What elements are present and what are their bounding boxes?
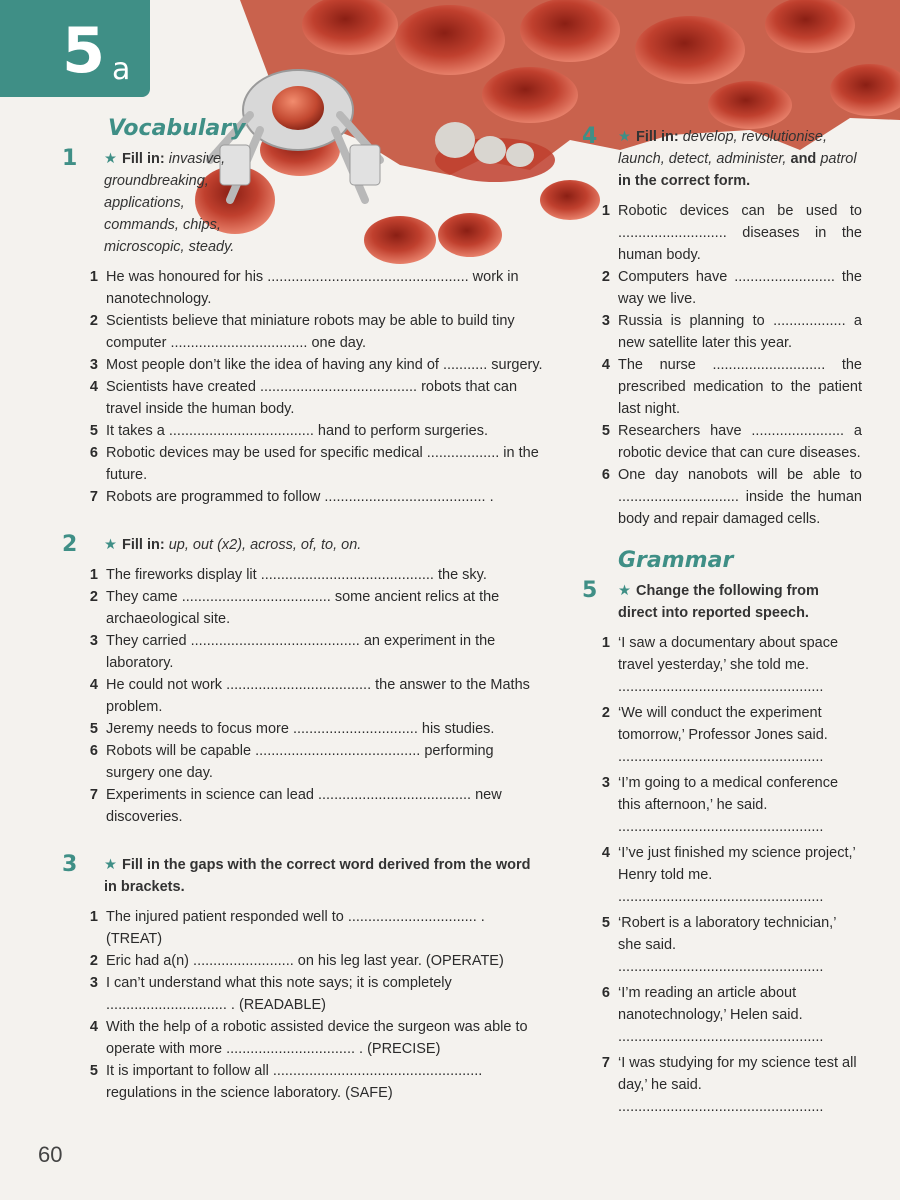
star-icon: ★ [104,151,117,167]
item-number: 5 [89,721,98,737]
exercise-instruction: ★ Change the following from direct into reported speech. [618,583,819,621]
item-number: 1 [601,203,610,219]
exercise-item [84,310,544,354]
exercise-item [84,950,544,972]
exercise-item [84,266,544,310]
item-text: ‘We will conduct the experiment tomorrow,’ Professor Jones said. [618,705,828,743]
unit-badge [0,0,150,97]
exercise-item [596,200,862,266]
exercise-4 [582,126,862,530]
item-text: One day nanobots will be able to .............................. inside the human body and repair damaged cells. [618,467,862,527]
exercise-number: 5 [582,578,598,603]
item-text: Robots will be capable ......................................... performing surgery one day. [106,743,494,781]
exercise-item [84,972,544,1016]
star-icon: ★ [104,537,117,553]
item-number: 2 [601,705,610,721]
item-number: 7 [601,1055,610,1071]
exercise-item [84,718,544,740]
exercise-number: 1 [62,146,78,171]
exercise-item [84,486,544,508]
exercise-item [84,906,544,950]
exercise-1 [62,148,544,508]
item-text: ‘I was studying for my science test all day,’ he said. [618,1055,857,1093]
item-number: 6 [89,445,98,461]
exercise-item [596,772,862,838]
item-text: Most people don’t like the idea of having any kind of ........... surgery. [106,357,543,373]
item-number: 7 [89,787,98,803]
item-text: The injured patient responded well to ................................ . (TREAT) [106,909,485,947]
grammar-heading: Grammar [618,548,734,573]
item-text: ‘I’m going to a medical conference this afternoon,’ he said. [618,775,839,813]
item-number: 1 [601,635,610,651]
left-column [62,118,544,1104]
exercise-item [596,912,862,978]
item-number: 6 [601,985,610,1001]
star-icon: ★ [618,129,631,145]
exercise-item [84,784,544,828]
item-number: 3 [89,975,98,991]
item-number: 1 [89,567,98,583]
exercise-item [596,310,862,354]
answer-line[interactable]: ................................................... [618,819,824,835]
item-number: 2 [89,953,98,969]
exercise-item [84,442,544,486]
item-text: Eric had a(n) ......................... on his leg last year. (OPERATE) [106,953,504,969]
item-number: 5 [89,423,98,439]
exercise-3-items [89,906,544,1104]
item-number: 3 [601,313,610,329]
exercise-2-items [89,564,544,828]
exercise-3 [62,854,544,1104]
item-text: ‘I’ve just finished my science project,’ Henry told me. [618,845,856,883]
exercise-number: 3 [62,852,78,877]
exercise-item [596,266,862,310]
exercise-5 [582,580,862,1118]
exercise-item [596,464,862,530]
item-number: 2 [89,589,98,605]
item-text: The fireworks display lit ........................................... the sky. [106,567,487,583]
star-icon: ★ [618,583,631,599]
exercise-instruction: ★ Fill in: develop, revolutionise, launch, detect, administer, and patrol in the correct form. [618,129,857,189]
exercise-item [84,674,544,718]
exercise-item [84,630,544,674]
item-text: ‘I saw a documentary about space travel yesterday,’ she told me. [618,635,839,673]
item-text: Jeremy needs to focus more ............................... his studies. [106,721,495,737]
item-number: 4 [89,1019,98,1035]
item-text: ‘Robert is a laboratory technician,’ she said. [618,915,836,953]
item-text: It is important to follow all .................................................... regulations in the science laboratory. (SAFE) [106,1063,483,1101]
item-text: Scientists believe that miniature robots may be able to build tiny computer .................................. one day. [106,313,515,351]
exercise-number: 2 [62,532,78,557]
exercise-item [84,420,544,442]
item-number: 2 [601,269,610,285]
item-number: 1 [89,269,98,285]
right-column [582,126,862,1122]
item-number: 3 [601,775,610,791]
item-number: 3 [89,357,98,373]
item-text: Robots are programmed to follow ........................................ . [106,489,494,505]
exercise-item [596,420,862,464]
answer-line[interactable]: ................................................... [618,959,824,975]
answer-line[interactable]: ................................................... [618,889,824,905]
exercise-instruction: ★ Fill in: invasive, groundbreaking, applications, commands, chips, microscopic, steady. [104,151,235,255]
vocabulary-heading: Vocabulary [108,116,246,141]
item-number: 3 [89,633,98,649]
item-text: Researchers have ....................... a robotic device that can cure diseases. [618,423,862,461]
item-number: 6 [89,743,98,759]
item-number: 5 [601,915,610,931]
exercise-item [596,842,862,908]
answer-line[interactable]: ................................................... [618,1029,824,1045]
item-text: It takes a .................................... hand to perform surgeries. [106,423,488,439]
exercise-instruction: ★ Fill in the gaps with the correct word derived from the word in brackets. [104,857,531,895]
item-text: ‘I’m reading an article about nanotechnology,’ Helen said. [618,985,803,1023]
item-number: 5 [89,1063,98,1079]
item-text: With the help of a robotic assisted device the surgeon was able to operate with more ................................ . (PRECISE) [106,1019,528,1057]
item-text: Russia is planning to .................. a new satellite later this year. [618,313,862,351]
item-number: 5 [601,423,610,439]
item-text: He could not work .................................... the answer to the Maths problem. [106,677,530,715]
item-text: The nurse ............................ the prescribed medication to the patient last night. [618,357,862,417]
item-text: Scientists have created ....................................... robots that can travel inside the human body. [106,379,518,417]
item-text: Computers have ......................... the way we live. [618,269,862,307]
exercise-5-items [601,632,862,1118]
exercise-2 [62,534,544,828]
item-number: 4 [601,845,610,861]
item-number: 2 [89,313,98,329]
star-icon: ★ [104,857,117,873]
item-text: Robotic devices may be used for specific medical .................. in the future. [106,445,539,483]
item-number: 4 [89,677,98,693]
unit-letter: a [112,52,131,87]
exercise-item [84,1016,544,1060]
exercise-item [596,1052,862,1118]
item-text: They carried .......................................... an experiment in the laboratory. [106,633,496,671]
exercise-item [596,702,862,768]
exercise-instruction: ★ Fill in: up, out (x2), across, of, to, on. [104,537,362,553]
item-number: 7 [89,489,98,505]
item-number: 4 [89,379,98,395]
exercise-1-items [89,266,544,508]
exercise-item [596,354,862,420]
exercise-item [84,564,544,586]
item-text: Experiments in science can lead ...................................... new discoveries. [106,787,502,825]
unit-number: 5 [62,14,106,87]
item-text: I can’t understand what this note says; it is completely .............................. . (READABLE) [106,975,452,1013]
exercise-item [84,376,544,420]
answer-line[interactable]: ................................................... [618,749,824,765]
page-number: 60 [38,1142,63,1167]
exercise-item [84,1060,544,1104]
exercise-item [596,632,862,698]
item-text: Robotic devices can be used to ........................... diseases in the human body. [618,203,862,263]
item-number: 1 [89,909,98,925]
item-number: 6 [601,467,610,483]
item-number: 4 [601,357,610,373]
exercise-item [84,740,544,784]
exercise-item [84,586,544,630]
exercise-item [596,982,862,1048]
answer-line[interactable]: ................................................... [618,679,824,695]
exercise-4-items [601,200,862,530]
exercise-item [84,354,544,376]
item-text: He was honoured for his .................................................. work in nanotechnology. [106,269,519,307]
exercise-number: 4 [582,124,598,149]
answer-line[interactable]: ................................................... [618,1099,824,1115]
item-text: They came ..................................... some ancient relics at the archaeological site. [106,589,500,627]
